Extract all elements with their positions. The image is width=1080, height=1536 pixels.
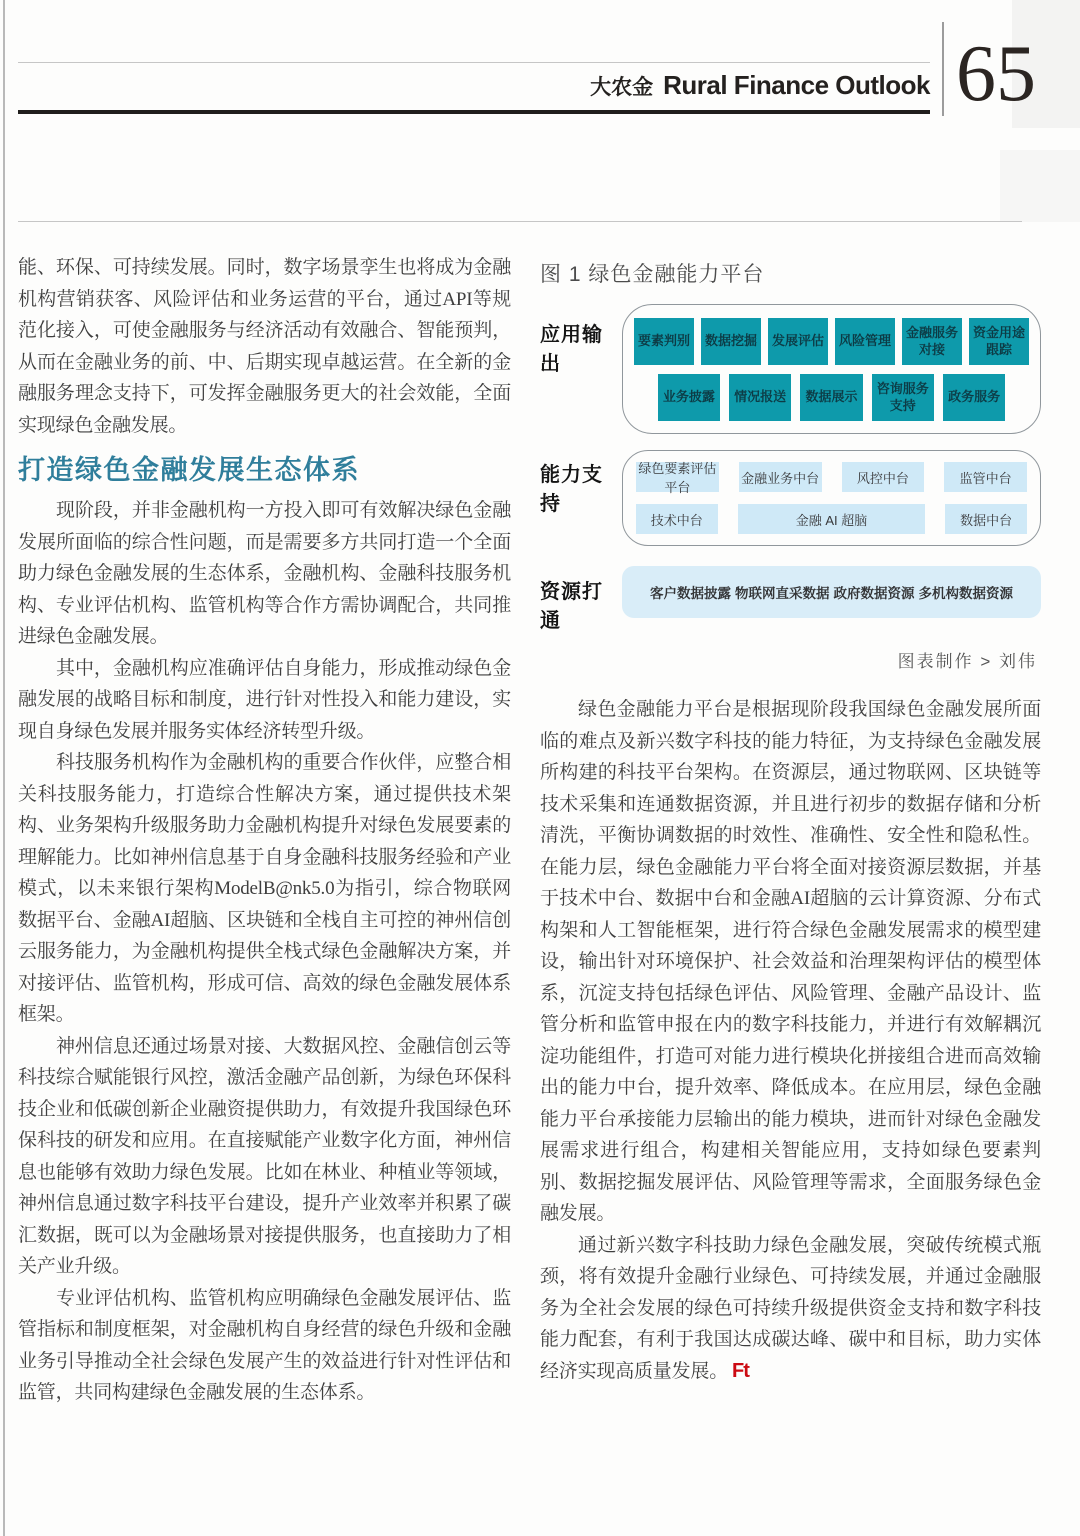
platform-box: 金融业务中台 bbox=[739, 462, 822, 492]
right-column bbox=[540, 258, 1041, 1387]
resource-item: 客户数据披露 bbox=[650, 586, 731, 601]
capability-box: 风险管理 bbox=[835, 318, 895, 365]
left-column bbox=[18, 252, 511, 1409]
figure-title: 图 1 绿色金融能力平台 bbox=[540, 263, 765, 286]
capability-box: 金融服务对接 bbox=[902, 318, 962, 365]
platform-box: 绿色要素评估平台 bbox=[636, 462, 719, 492]
platform-box: 风控中台 bbox=[842, 462, 925, 492]
capability-box: 咨询服务支持 bbox=[872, 374, 934, 421]
running-head bbox=[18, 70, 930, 101]
resource-connection-band bbox=[622, 566, 1041, 618]
capability-box: 要素判别 bbox=[634, 318, 694, 365]
platform-box: 数据中台 bbox=[945, 504, 1027, 534]
body-paragraph: 其中，金融机构应准确评估自身能力，形成推动绿色金融发展的战略目标和制度，进行针对性投入和能力建设，实现自身绿色发展并服务实体经济转型升级。 bbox=[18, 657, 511, 742]
layer-label: 应用输出 bbox=[540, 324, 603, 375]
layer-label: 能力支持 bbox=[540, 464, 603, 515]
platform-box: 技术中台 bbox=[636, 504, 718, 534]
platform-box: 金融 AI 超脑 bbox=[738, 504, 926, 534]
scan-artifact bbox=[1000, 150, 1080, 222]
capability-support-panel bbox=[622, 450, 1041, 546]
body-paragraph: 专业评估机构、监管机构应明确绿色金融发展评估、监管指标和制度框架，对金融机构自身经营的绿色升级和金融业务引导推动全社会绿色发展产生的效益进行针对性评估和监管，共同构建绿色金融发展的生态体系。 bbox=[18, 1287, 511, 1404]
section-heading: 打造绿色金融发展生态体系 bbox=[18, 455, 360, 485]
capability-box: 业务披露 bbox=[658, 374, 720, 421]
header-rule-thick bbox=[18, 110, 930, 114]
capability-support-row-1 bbox=[636, 461, 1027, 495]
header-rule-thin bbox=[18, 62, 930, 63]
resource-item: 政府数据资源 bbox=[833, 586, 915, 601]
article-end-mark: Ft bbox=[732, 1359, 749, 1382]
platform-box: 监管中台 bbox=[944, 462, 1027, 492]
body-paragraph: 能、环保、可持续发展。同时，数字场景孪生也将成为金融机构营销获客、风险评估和业务运营的平台，通过API等规范化接入，可使金融服务与经济活动有效融合、智能预判，从而在金融业务的前、中、后期实现卓越运营。在全新的金融服务理念支持下，可发挥金融服务更大的社会效能，全面实现绿色金融发展。 bbox=[18, 257, 511, 436]
page-edge-line bbox=[3, 0, 5, 1536]
figure-layer-application-output bbox=[540, 304, 1041, 434]
capability-box: 资金用途跟踪 bbox=[969, 318, 1029, 365]
capability-box: 政务服务 bbox=[943, 374, 1005, 421]
page-number: 65 bbox=[956, 30, 1036, 118]
body-paragraph bbox=[540, 1230, 1041, 1388]
resource-item: 多机构数据资源 bbox=[918, 586, 1013, 601]
paragraph-text: 通过新兴数字科技助力绿色金融发展，突破传统模式瓶颈，将有效提升金融行业绿色、可持续发展，并通过金融服务为全社会发展的绿色可持续升级提供资金支持和数字科技能力配套，有利于我国达成碳达峰、碳中和目标，助力实体经济实现高质量发展。 bbox=[540, 1234, 1041, 1382]
journal-name-en: Rural Finance Outlook bbox=[663, 70, 930, 100]
capability-box: 情况报送 bbox=[729, 374, 791, 421]
body-paragraph: 绿色金融能力平台是根据现阶段我国绿色金融发展所面临的难点及新兴数字科技的能力特征，为支持绿色金融发展所构建的科技平台架构。在资源层，通过物联网、区块链等技术采集和连通数据资源，并且进行初步的数据存储和分析清洗，平衡协调数据的时效性、准确性、安全性和隐私性。在能力层，绿色金融能力平台将全面对接资源层数据，并基于技术中台、数据中台和金融AI超脑的云计算资源、分布式构架和人工智能框架，进行符合绿色金融发展需求的模型建设，输出针对环境保护、社会效益和治理架构评估的模型体系，沉淀支持包括绿色评估、风险管理、金融产品设计、监管分析和监管申报在内的数字科技能力，并进行有效解耦沉淀功能组件，打造可对能力进行模块化拼接组合进而高效输出的能力中台，提升效率、降低成本。在应用层，绿色金融能力平台承接能力层输出的能力模块，进而针对绿色金融发展需求进行组合，构建相关智能应用，支持如绿色要素判别、数据挖掘发展评估、风险管理等需求，全面服务绿色金融发展。 bbox=[540, 699, 1041, 1224]
figure-layer-resource-connection bbox=[540, 560, 1041, 633]
journal-name-cn: 大农金 bbox=[590, 76, 654, 99]
body-paragraph: 现阶段，并非金融机构一方投入即可有效解决绿色金融发展所面临的综合性问题，而是需要多方共同打造一个全面助力绿色金融发展的生态体系，金融机构、金融科技服务机构、专业评估机构、监管机构等合作方需协调配合，共同推进绿色金融发展。 bbox=[18, 500, 511, 648]
capability-box: 发展评估 bbox=[768, 318, 828, 365]
capability-box: 数据挖掘 bbox=[701, 318, 761, 365]
application-output-row-2 bbox=[658, 374, 1006, 421]
application-output-panel bbox=[622, 304, 1041, 434]
layer-label: 资源打通 bbox=[540, 581, 603, 632]
capability-box: 数据展示 bbox=[800, 374, 862, 421]
figure-credit: 图表制作 > 刘伟 bbox=[897, 652, 1037, 671]
application-output-row-1 bbox=[634, 318, 1029, 365]
capability-support-row-2 bbox=[636, 504, 1027, 534]
figure-layer-capability-support bbox=[540, 448, 1041, 546]
body-paragraph: 神州信息还通过场景对接、大数据风控、金融信创云等科技综合赋能银行风控，激活金融产品创新，为绿色环保科技企业和低碳创新企业融资提供助力，有效提升我国绿色环保科技的研发和应用。在直接赋能产业数字化方面，神州信息也能够有效助力绿色发展。比如在林业、种植业等领域，神州信息通过数字科技平台建设，提升产业效率并积累了碳汇数据，既可以为金融场景对接提供服务，也直接助力了相关产业升级。 bbox=[18, 1035, 511, 1278]
page-number-divider bbox=[942, 22, 944, 116]
resource-item: 物联网直采数据 bbox=[735, 586, 830, 601]
body-paragraph: 科技服务机构作为金融机构的重要合作伙伴，应整合相关科技服务能力，打造综合性解决方案，通过提供技术架构、业务架构升级服务助力金融机构提升对绿色发展要素的理解能力。比如神州信息基于自身金融科技服务经验和产业模式，以未来银行架构ModelB@nk5.0为指引，综合物联网数据平台、金融AI超脑、区块链和全栈自主可控的神州信创云服务能力，为金融机构提供全栈式绿色金融解决方案，并对接评估、监管机构，形成可信、高效的绿色金融发展体系框架。 bbox=[18, 752, 511, 1026]
content-top-rule bbox=[18, 221, 1022, 222]
